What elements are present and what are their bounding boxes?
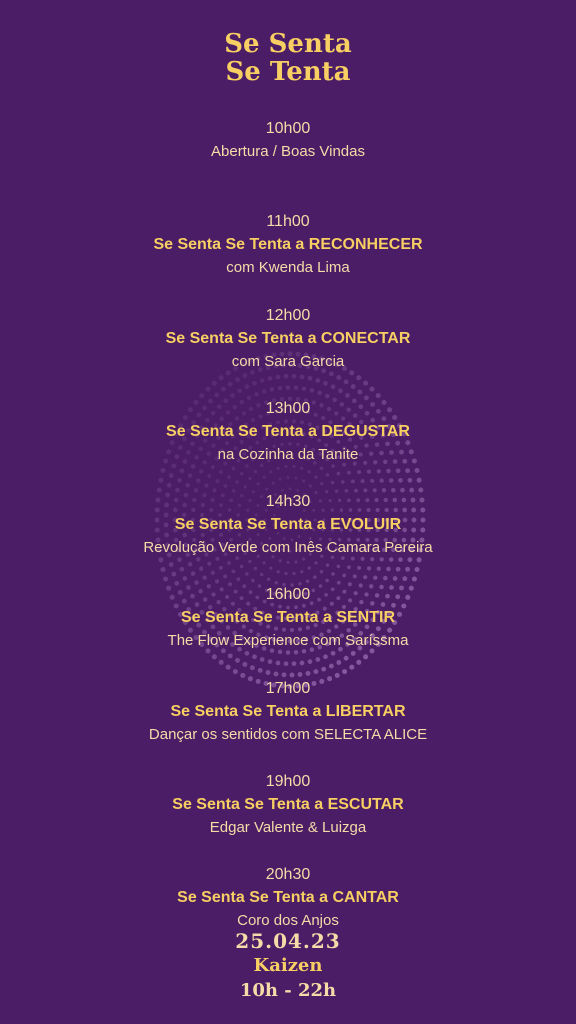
event-time: 13h00 <box>265 399 311 417</box>
event-name: Se Senta Se Tenta a EVOLUIR <box>174 516 402 534</box>
event-description: Coro dos Anjos <box>237 912 339 930</box>
event-name: Se Senta Se Tenta a SENTIR <box>181 609 395 627</box>
event-time: 12h00 <box>265 306 311 324</box>
event-date: 25.04.23 <box>235 929 341 953</box>
event-description: Edgar Valente & Luizga <box>209 819 367 837</box>
event-name: Se Senta Se Tenta a CANTAR <box>177 889 399 907</box>
event-description: The Flow Experience com Saríssma <box>167 632 409 650</box>
event-description: Revolução Verde com Inês Camara Pereira <box>143 539 433 557</box>
event-name: Se Senta Se Tenta a DEGUSTAR <box>166 422 410 440</box>
title-line-1: Se Senta <box>224 29 352 59</box>
event-description: Dançar os sentidos com SELECTA ALICE <box>148 725 428 743</box>
event-hours: 10h - 22h <box>239 980 337 1001</box>
event-name: Se Senta Se Tenta a CONECTAR <box>165 329 411 347</box>
schedule-list <box>0 116 576 956</box>
event-description: com Kwenda Lima <box>226 259 350 277</box>
schedule-item <box>0 584 576 675</box>
event-venue: Kaizen <box>253 955 323 976</box>
event-time: 19h00 <box>265 773 311 791</box>
schedule-item <box>0 118 576 209</box>
schedule-item <box>0 491 576 582</box>
schedule-item <box>0 678 576 769</box>
schedule-item <box>0 305 576 396</box>
event-time: 11h00 <box>266 213 310 231</box>
event-description: na Cozinha da Tanite <box>217 445 359 463</box>
schedule-item <box>0 771 576 862</box>
event-description: Abertura / Boas Vindas <box>211 143 365 160</box>
event-time: 10h00 <box>265 120 311 137</box>
schedule-item <box>0 211 576 302</box>
event-name: Se Senta Se Tenta a ESCUTAR <box>172 796 404 814</box>
event-time: 14h30 <box>265 493 311 511</box>
event-time: 20h30 <box>265 866 311 884</box>
poster-title <box>0 30 576 86</box>
event-description: com Sara Garcia <box>231 352 345 370</box>
event-info-footer <box>0 928 576 1004</box>
schedule-item <box>0 398 576 489</box>
title-line-2: Se Tenta <box>225 57 351 87</box>
event-name: Se Senta Se Tenta a LIBERTAR <box>170 702 406 720</box>
event-name: Se Senta Se Tenta a RECONHECER <box>153 236 423 254</box>
event-time: 16h00 <box>265 586 311 604</box>
event-time: 17h00 <box>265 679 311 697</box>
